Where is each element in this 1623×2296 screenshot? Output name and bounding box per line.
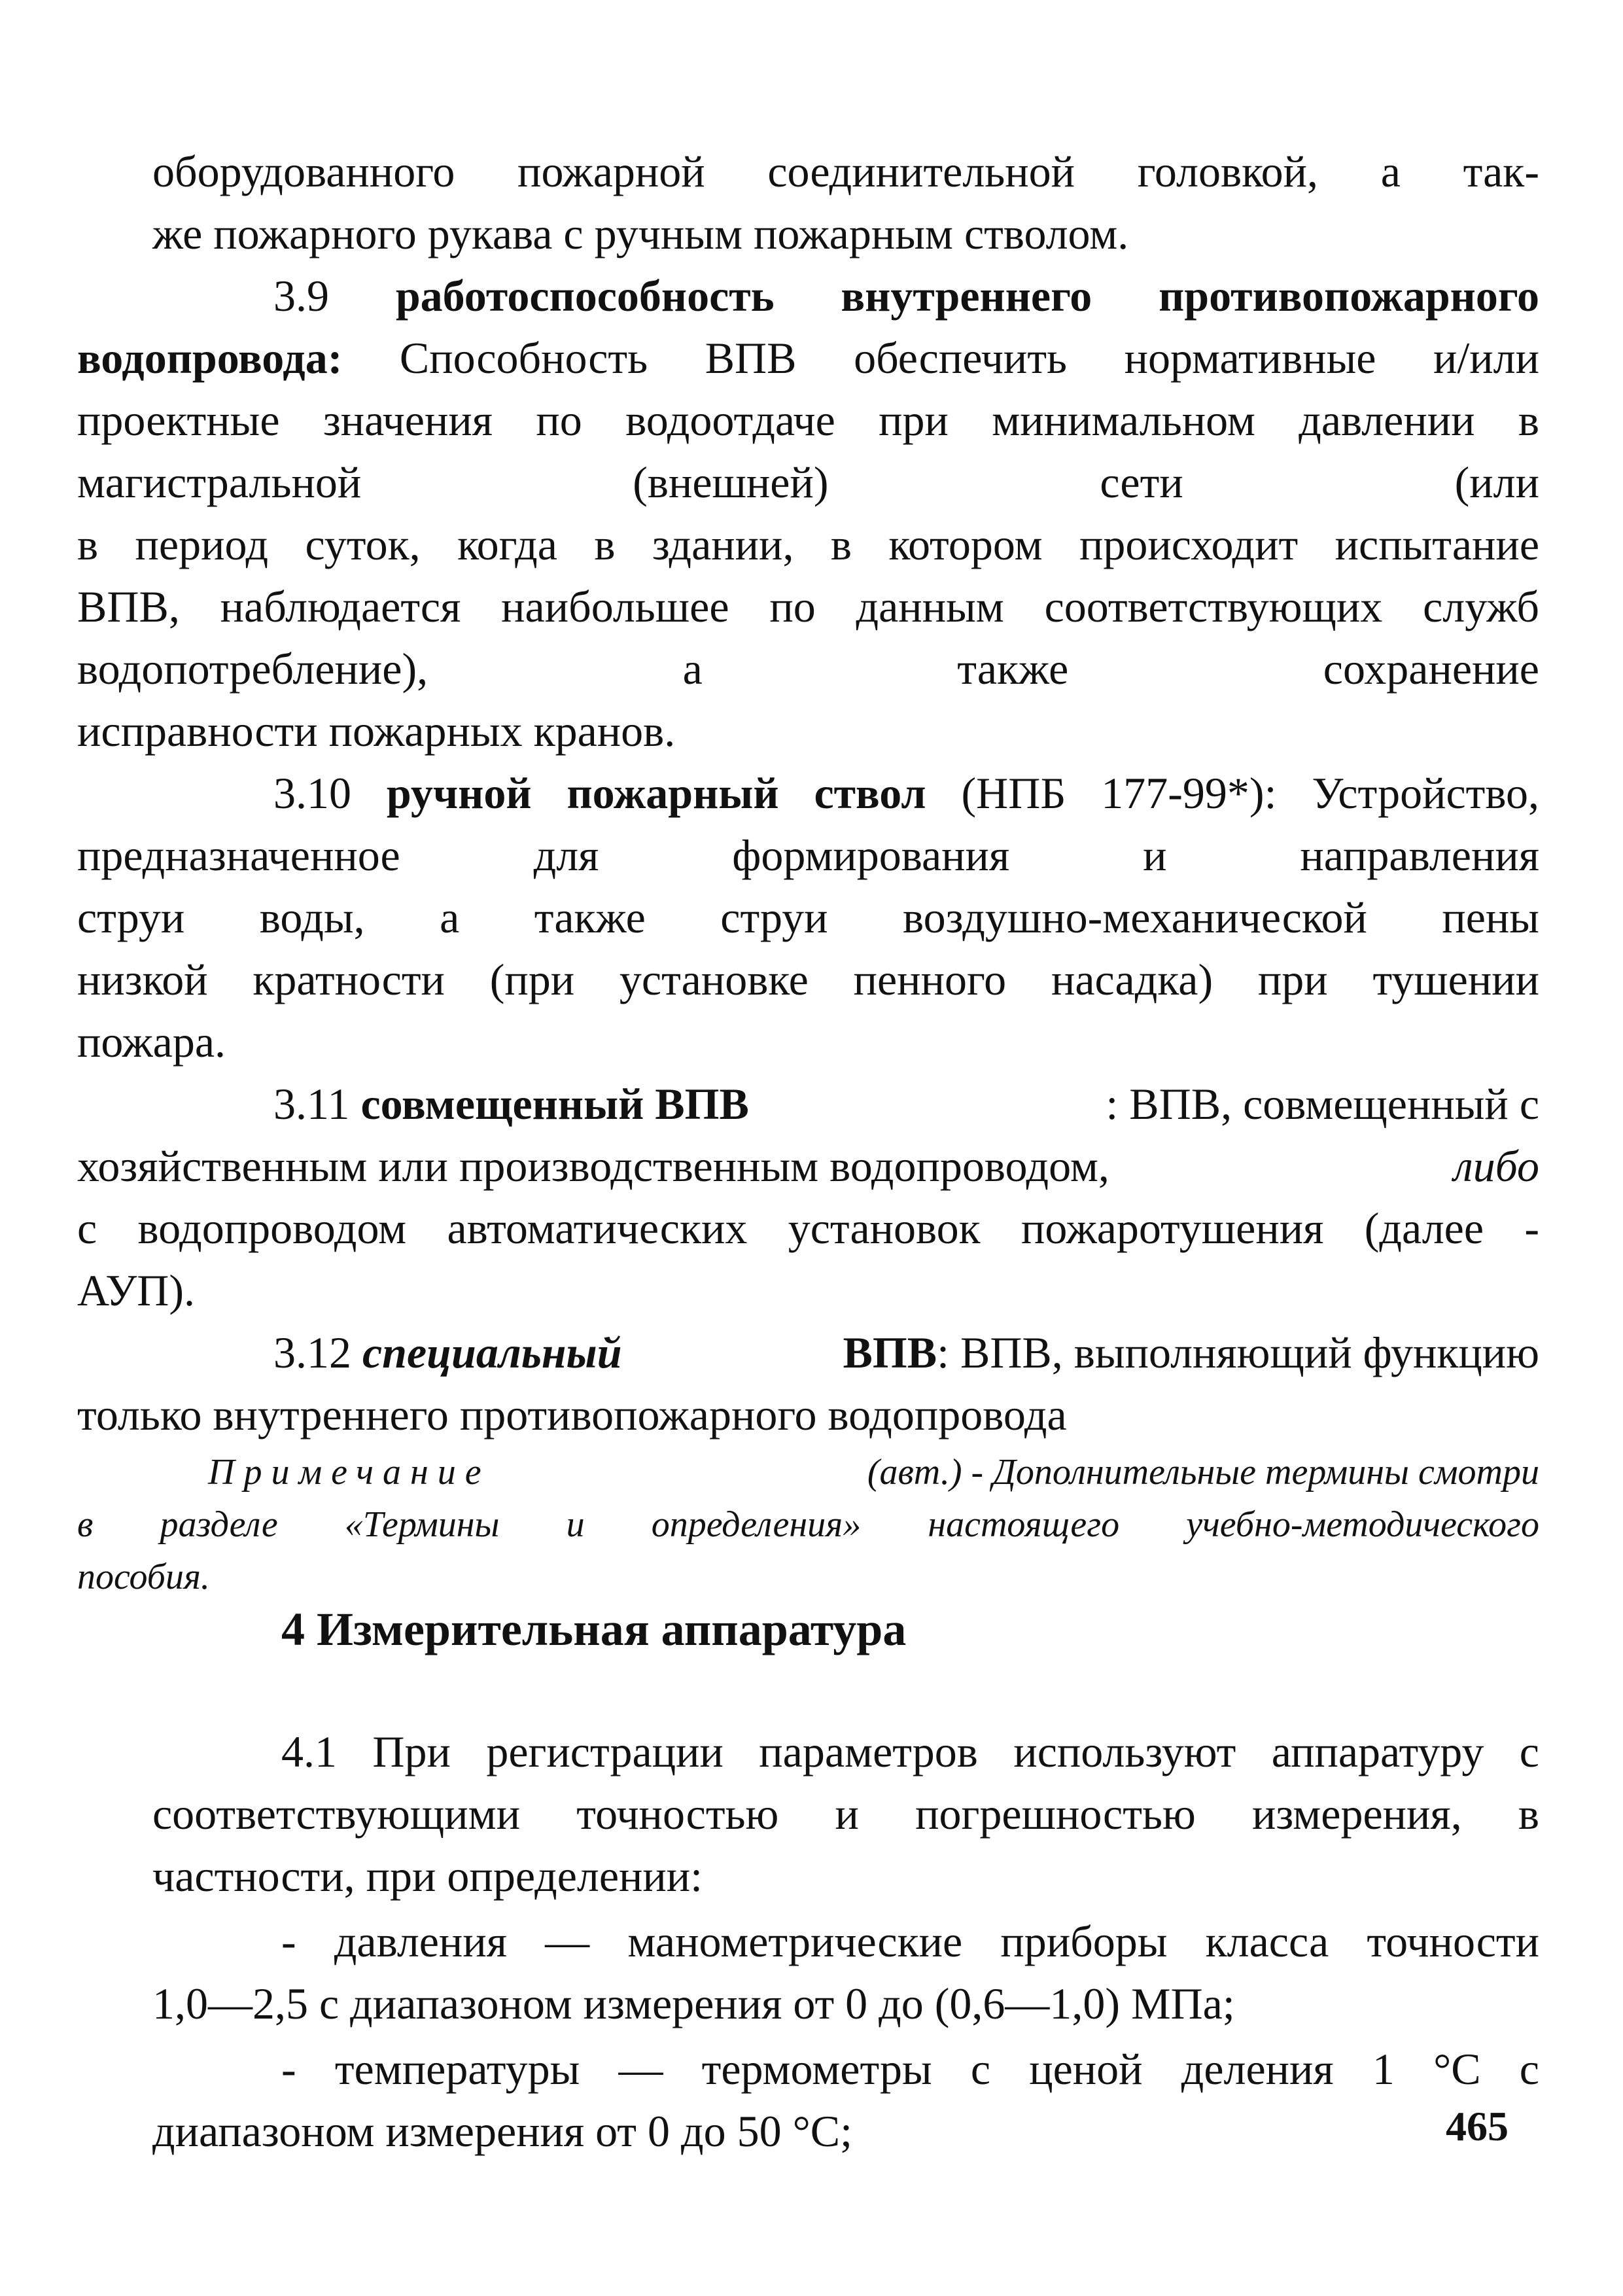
text-line: - температуры — термометры с ценой деления 1 °С с [281,2044,1539,2094]
text-line: водопотребление), а также сохранение [77,644,1539,694]
text-line: в период суток, когда в здании, в котором происходит испытание [77,520,1539,569]
text-line: магистральной (внешней) сети (или [77,457,1539,507]
text-line: водопровода: Способность ВПВ обеспечить нормативные и/или [77,333,1540,383]
text-line: предназначенное для формирования и направления [77,830,1539,880]
note-line: пособия. [77,1557,210,1597]
text-line: соответствующими точностью и погрешностью измерения, в [152,1789,1539,1839]
text-line: оборудованного пожарной соединительной головкой, а так- [152,147,1539,196]
text-line: - давления — манометрические приборы класса точности [281,1916,1539,1966]
term-3-9: 3.9 работоспособность внутреннего противопожарного [273,271,1540,321]
text-line: же пожарного рукава с ручным пожарным стволом. [152,209,1129,258]
text-line: частности, при определении: [152,1851,703,1901]
text-line: низкой кратности (при установке пенного насадка) при тушении [77,955,1539,1004]
text-line: исправности пожарных кранов. [77,706,676,756]
text-line: пожара. [77,1017,226,1067]
note-label: Примечание [208,1452,491,1492]
text-line: проектные значения по водоотдаче при минимальном давлении в [77,395,1539,445]
note-line: в разделе «Термины и определения» настоящего учебно-методического [77,1504,1539,1545]
term-3-10: 3.10 ручной пожарный ствол (НПБ 177-99*): Устройство, [273,768,1540,818]
text-line: струи воды, а также струи воздушно-механической пены [77,892,1539,942]
text-line: диапазоном измерения от 0 до 50 °С; [152,2106,853,2156]
term-3-12: 3.12 специальный ВПВ: ВПВ, выполняющий функцию [273,1328,1539,1377]
term-3-11: 3.11 совмещенный ВПВ : ВПВ, совмещенный с [273,1079,1539,1129]
text-line: 1,0—2,5 с диапазоном измерения от 0 до (0,6—1,0) МПа; [152,1979,1235,2028]
text-line: ВПВ, наблюдается наибольшее по данным соответствующих служб [77,582,1539,631]
text-line: АУП). [77,1265,196,1315]
text-line: с водопроводом автоматических установок пожаротушения (далее - [77,1203,1539,1253]
text-line: только внутреннего противопожарного водопровода [77,1390,1067,1439]
page-number: 465 [1446,2103,1509,2149]
section-heading: 4 Измерительная аппаратура [281,1603,907,1655]
text-line: хозяйственным или производственным водопроводом, либо [77,1141,1539,1191]
text-line: 4.1 При регистрации параметров используют аппаратуру с [281,1727,1539,1776]
note-line: Примечание (авт.) - Дополнительные термины смотри [208,1446,1539,1498]
